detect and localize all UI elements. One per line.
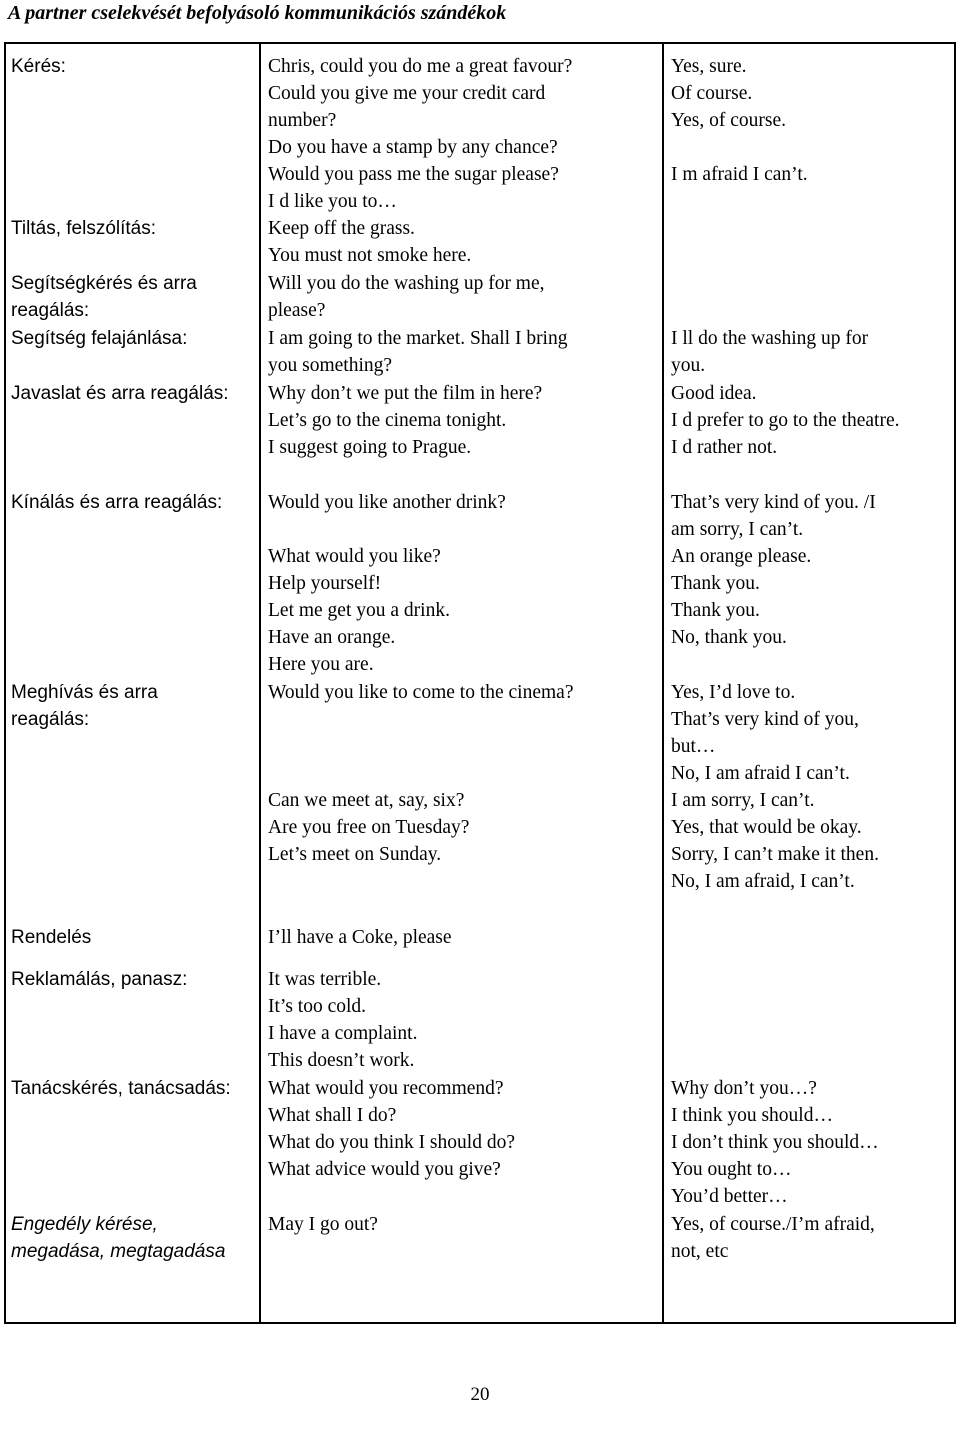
response-phrase: Yes, I’d love to. <box>671 682 796 703</box>
response-phrase: You’d better… <box>671 1186 788 1207</box>
response-phrase: Thank you. <box>671 573 760 594</box>
example-phrase: you something? <box>268 355 393 376</box>
response-phrase: I think you should… <box>671 1105 833 1126</box>
example-phrase: It’s too cold. <box>268 996 367 1017</box>
example-phrase: Have an orange. <box>268 627 396 648</box>
response-phrase: Yes, sure. <box>671 56 747 77</box>
example-phrase: Let me get you a drink. <box>268 600 450 621</box>
response-phrase: Why don’t you…? <box>671 1078 817 1099</box>
example-phrase: Here you are. <box>268 654 374 675</box>
response-phrase: Yes, of course./I’m afraid, <box>671 1214 875 1235</box>
response-phrase: Good idea. <box>671 383 757 404</box>
example-phrase: What shall I do? <box>268 1105 397 1126</box>
example-phrase: Do you have a stamp by any chance? <box>268 137 558 158</box>
row-label: megadása, megtagadása <box>11 1241 226 1262</box>
response-phrase: That’s very kind of you, <box>671 709 859 730</box>
example-phrase: Chris, could you do me a great favour? <box>268 56 573 77</box>
response-phrase: I d rather not. <box>671 437 778 458</box>
response-phrase: but… <box>671 736 716 757</box>
example-phrase: Will you do the washing up for me, <box>268 273 545 294</box>
response-phrase: Yes, of course. <box>671 110 787 131</box>
response-phrase: No, I am afraid, I can’t. <box>671 871 855 892</box>
example-phrase: Let’s meet on Sunday. <box>268 844 442 865</box>
row-label: Kérés: <box>11 56 66 77</box>
response-phrase: you. <box>671 355 706 376</box>
example-phrase: It was terrible. <box>268 969 382 990</box>
response-phrase: I m afraid I can’t. <box>671 164 808 185</box>
example-phrase: I’ll have a Coke, please <box>268 927 452 948</box>
response-phrase: Of course. <box>671 83 753 104</box>
example-phrase: number? <box>268 110 337 131</box>
response-phrase: That’s very kind of you. /I <box>671 492 876 513</box>
example-phrase: What would you recommend? <box>268 1078 504 1099</box>
response-phrase: I am sorry, I can’t. <box>671 790 815 811</box>
example-phrase: Keep off the grass. <box>268 218 415 239</box>
response-phrase: No, I am afraid I can’t. <box>671 763 850 784</box>
example-phrase: Are you free on Tuesday? <box>268 817 470 838</box>
row-label: Rendelés <box>11 927 92 948</box>
response-phrase: I don’t think you should… <box>671 1132 879 1153</box>
row-label: reagálás: <box>11 300 90 321</box>
example-phrase: Why don’t we put the film in here? <box>268 383 543 404</box>
example-phrase: What advice would you give? <box>268 1159 501 1180</box>
response-phrase: I d prefer to go to the theatre. <box>671 410 900 431</box>
row-label: Javaslat és arra reagálás: <box>11 383 229 404</box>
row-label: Segítségkérés és arra <box>11 273 197 294</box>
example-phrase: I am going to the market. Shall I bring <box>268 328 568 349</box>
row-label: Engedély kérése, <box>11 1214 158 1235</box>
page-number: 20 <box>470 1384 490 1405</box>
column-divider-2 <box>662 42 664 1324</box>
example-phrase: I have a complaint. <box>268 1023 418 1044</box>
row-label: reagálás: <box>11 709 90 730</box>
page-title: A partner cselekvését befolyásoló kommunikációs szándékok <box>8 2 507 24</box>
response-phrase: I ll do the washing up for <box>671 328 869 349</box>
example-phrase: I suggest going to Prague. <box>268 437 472 458</box>
example-phrase: Could you give me your credit card <box>268 83 546 104</box>
response-phrase: Yes, that would be okay. <box>671 817 862 838</box>
example-phrase: please? <box>268 300 326 321</box>
row-label: Tiltás, felszólítás: <box>11 218 157 239</box>
example-phrase: May I go out? <box>268 1214 378 1235</box>
example-phrase: Would you like to come to the cinema? <box>268 682 574 703</box>
response-phrase: An orange please. <box>671 546 812 567</box>
column-divider-1 <box>259 42 261 1324</box>
example-phrase: This doesn’t work. <box>268 1050 415 1071</box>
example-phrase: I d like you to… <box>268 191 397 212</box>
response-phrase: Thank you. <box>671 600 760 621</box>
example-phrase: Would you like another drink? <box>268 492 506 513</box>
example-phrase: What would you like? <box>268 546 441 567</box>
response-phrase: not, etc <box>671 1241 729 1262</box>
response-phrase: You ought to… <box>671 1159 792 1180</box>
response-phrase: am sorry, I can’t. <box>671 519 804 540</box>
response-phrase: No, thank you. <box>671 627 787 648</box>
example-phrase: Would you pass me the sugar please? <box>268 164 559 185</box>
example-phrase: What do you think I should do? <box>268 1132 515 1153</box>
response-phrase: Sorry, I can’t make it then. <box>671 844 879 865</box>
row-label: Reklamálás, panasz: <box>11 969 188 990</box>
row-label: Tanácskérés, tanácsadás: <box>11 1078 231 1099</box>
row-label: Meghívás és arra <box>11 682 158 703</box>
example-phrase: Let’s go to the cinema tonight. <box>268 410 507 431</box>
example-phrase: Can we meet at, say, six? <box>268 790 465 811</box>
example-phrase: You must not smoke here. <box>268 245 472 266</box>
row-label: Segítség felajánlása: <box>11 328 188 349</box>
example-phrase: Help yourself! <box>268 573 382 594</box>
row-label: Kínálás és arra reagálás: <box>11 492 223 513</box>
